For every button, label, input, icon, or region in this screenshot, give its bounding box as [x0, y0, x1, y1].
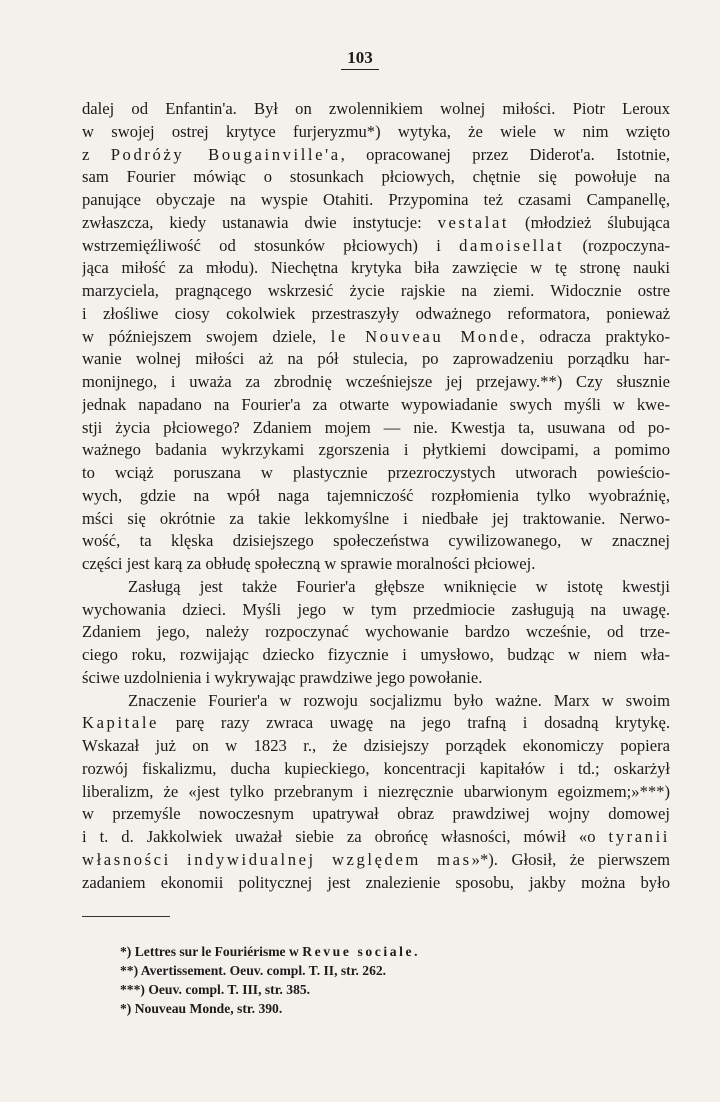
spaced-text: damoisellat	[459, 235, 565, 255]
text-line	[82, 530, 670, 553]
spaced-text: Kapitale	[82, 713, 160, 733]
text-segment: , odracza praktyko-	[520, 326, 670, 346]
text-segment: jąca miłość za młodu). Niechętna krytyka biła zawzięcie w tę stronę nauki	[82, 258, 670, 278]
text-segment: **) Avertissement. Oeuv. compl. T. II, str. 262.	[120, 963, 387, 978]
text-line	[82, 417, 670, 440]
footnote	[120, 942, 640, 961]
page-number-text: 103	[341, 48, 379, 70]
text-line	[82, 166, 670, 189]
text-line	[82, 235, 670, 258]
spaced-text: tyranii	[608, 827, 670, 846]
text-line	[82, 553, 670, 576]
text-segment: ciego roku, rozwijając dziecko fizycznie i umysłowo, budząc w niem wła-	[82, 645, 670, 664]
spaced-text: własności indywidualnej względem mas	[82, 849, 472, 869]
text-segment: w przemyśle nowoczesnym upatrywał obraz prawdziwej wojny domowej	[82, 804, 670, 824]
text-line	[82, 644, 670, 667]
text-line	[82, 394, 670, 417]
text-line	[82, 144, 670, 167]
text-line	[82, 599, 670, 622]
text-line	[82, 690, 670, 713]
text-line	[82, 849, 670, 872]
text-segment: w późniejszem swojem dziele,	[82, 326, 331, 346]
text-segment: *) Nouveau Monde, str. 390.	[120, 1001, 283, 1016]
text-line	[82, 257, 670, 280]
footnote	[120, 999, 640, 1018]
text-segment: rozwój fiskalizmu, ducha kupieckiego, koncentracji kapitałów i td.; oskarżył	[82, 758, 670, 778]
spaced-text: Podróży Bougainville'a	[110, 144, 341, 164]
text-line	[82, 576, 670, 599]
text-segment: to wciąż poruszana w plastycznie przezroczystych utworach powieścio-	[82, 463, 670, 482]
spaced-text: vestalat	[437, 212, 510, 232]
text-segment: Zasługą jest także Fourier'a głębsze wniknięcie w istotę kwestji	[128, 576, 670, 596]
text-line	[82, 826, 670, 849]
text-line	[82, 189, 670, 212]
text-segment: monijnego, i uważa za zbrodnię wcześniejsze jej przejawy.**) Czy słusznie	[82, 372, 670, 391]
text-segment: panujące obyczaje na wyspie Otahiti. Przypomina też czasami Campanellę,	[82, 190, 670, 209]
text-segment: wość, ta klęska dzisiejszego społeczeństwa cywilizowanego, w znacznej	[82, 531, 670, 551]
footnotes	[120, 942, 640, 1018]
body-text	[82, 98, 670, 894]
text-segment: parę razy zwraca uwagę na jego trafną i dosadną krytykę.	[159, 713, 670, 733]
text-segment: i t. d. Jakkolwiek uważał siebie za obrońcę własności, mówił «o	[82, 827, 609, 846]
text-segment: ważnego badania wykrzykami zgorszenia i płytkiemi dowcipami, a pomimo	[82, 440, 670, 460]
text-line	[82, 735, 670, 758]
text-segment: marzyciela, pragnącego wskrzesić życie rajskie na ziemi. Widocznie ostre	[82, 281, 670, 300]
text-line	[82, 712, 670, 735]
text-line	[82, 462, 670, 485]
text-segment: w swojej ostrej krytyce furjeryzmu*) wytyka, że wiele w nim wzięto	[82, 121, 670, 141]
text-line	[82, 621, 670, 644]
text-segment: dalej od Enfantin'a. Był on zwolennikiem wolnej miłości. Piotr Leroux	[82, 99, 670, 118]
text-line	[82, 508, 670, 531]
footnote-rule	[82, 916, 170, 917]
text-segment: *) Lettres sur le Fouriérisme w	[120, 944, 303, 959]
text-segment: .	[414, 944, 418, 959]
text-segment: ***) Oeuv. compl. T. III, str. 385.	[120, 982, 311, 997]
text-segment: części jest karą za obłudę społeczną w sprawie moralności płciowej.	[82, 554, 536, 573]
text-segment: stji życia płciowego? Zdaniem mojem — nie. Kwestja ta, usuwana od po-	[82, 417, 670, 437]
text-line	[82, 439, 670, 462]
page-number	[0, 48, 720, 68]
text-segment: wych, gdzie na wpół naga tajemniczość rozpłomienia tylko wyobraźnię,	[82, 485, 670, 505]
text-segment: Zdaniem jego, należy rozpoczynać wychowanie bardzo wcześnie, od trze-	[82, 622, 670, 642]
text-segment: Znaczenie Fourier'a w rozwoju socjalizmu było ważne. Marx w swoim	[128, 690, 670, 710]
text-segment: Wskazał już on w 1823 r., że dzisiejszy porządek ekonomiczy popiera	[82, 736, 670, 755]
text-line	[82, 280, 670, 303]
footnote	[120, 980, 640, 999]
text-line	[82, 212, 670, 235]
spaced-text: Revue sociale	[302, 944, 415, 959]
text-segment: zadaniem ekonomii politycznej jest znalezienie sposobu, jakby można było	[82, 872, 670, 892]
text-segment: sam Fourier mówiąc o stosunkach płciowych, chętnie się powołuje na	[82, 167, 670, 187]
text-segment: mści się okrótnie za takie lekkomyślne i niedbałe jej traktowanie. Nerwo-	[82, 508, 670, 528]
text-line	[82, 348, 670, 371]
text-line	[82, 872, 670, 895]
text-segment: , opracowanej przez Diderot'a. Istotnie,	[340, 144, 670, 164]
text-segment: wanie wolnej miłości aż na pół stulecia, po zaprowadzeniu porządku har-	[82, 349, 670, 369]
text-segment: wstrzemięźliwość od stosunków płciowych) i	[82, 235, 460, 255]
text-segment: liberalizm, że «jest tylko przebranym i niezręcznie ubarwionym egoizmem;»***)	[82, 781, 670, 801]
footnote	[120, 961, 640, 980]
text-line	[82, 667, 670, 690]
text-line	[82, 121, 670, 144]
text-line	[82, 485, 670, 508]
text-line	[82, 98, 670, 121]
text-line	[82, 781, 670, 804]
text-line	[82, 758, 670, 781]
text-line	[82, 326, 670, 349]
text-segment: jednak napadano na Fourier'a za otwarte wypowiadanie swych myśli w kwe-	[82, 394, 670, 414]
text-segment: ściwe uzdolnienia i wykrywając prawdziwe jego powołanie.	[82, 667, 483, 687]
text-segment: z	[82, 144, 111, 164]
text-segment: i złośliwe ciosy cokolwiek przestraszyły odważnego reformatora, ponieważ	[82, 303, 670, 323]
text-line	[82, 803, 670, 826]
text-segment: wychowania dzieci. Myśli jego w tym przedmiocie zasługują na uwagę.	[82, 599, 670, 619]
text-segment: »*). Głosił, że pierwszem	[471, 849, 670, 869]
text-line	[82, 371, 670, 394]
text-segment: zwłaszcza, kiedy ustanawia dwie instytucje:	[82, 212, 438, 232]
spaced-text: le Nouveau Monde	[330, 326, 521, 346]
text-line	[82, 303, 670, 326]
text-segment: (młodzież ślubująca	[509, 212, 670, 232]
text-segment: (rozpoczyna-	[564, 235, 670, 255]
